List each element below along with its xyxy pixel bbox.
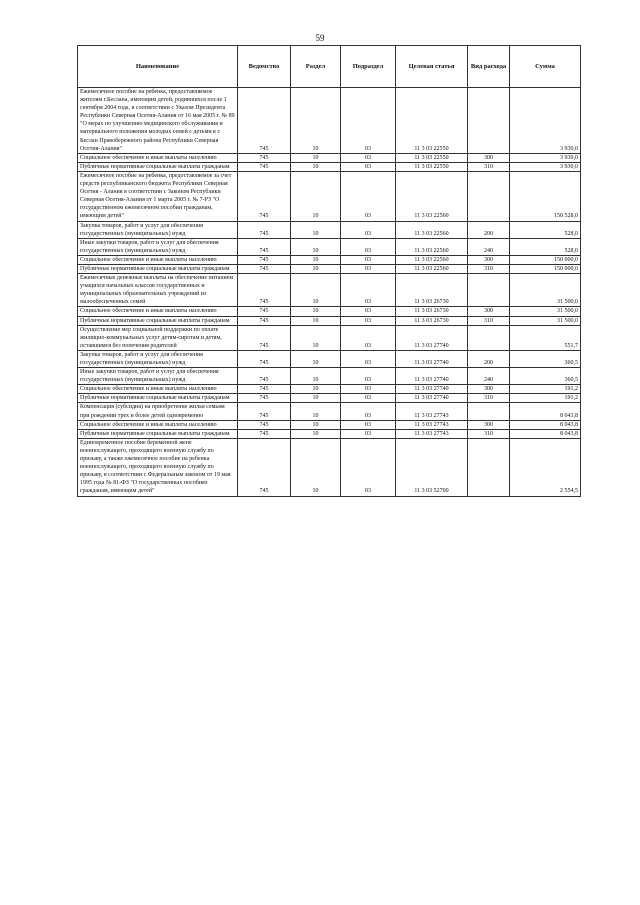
- table-row: [78, 162, 581, 171]
- header-target: Целевая статья: [396, 46, 468, 88]
- header-subsection: Подраздел: [341, 46, 396, 88]
- row-ministry-cell: 745: [238, 255, 291, 264]
- row-target-cell: 11 3 03 22560: [396, 238, 468, 255]
- row-amount-cell: 150 000,0: [510, 264, 581, 273]
- row-expense-type-cell: 200: [468, 221, 510, 238]
- row-ministry-cell: 745: [238, 394, 291, 403]
- row-subsection-cell: 03: [341, 255, 396, 264]
- row-name-cell: Публичные нормативные социальные выплаты гражданам: [78, 162, 238, 171]
- table-body: [78, 88, 581, 497]
- row-expense-type-cell: 310: [468, 162, 510, 171]
- row-amount-cell: 150 528,0: [510, 171, 581, 221]
- table-row: [78, 238, 581, 255]
- row-subsection-cell: 03: [341, 394, 396, 403]
- budget-table: [77, 45, 581, 497]
- row-subsection-cell: 03: [341, 438, 396, 496]
- row-subsection-cell: 03: [341, 385, 396, 394]
- table-row: [78, 171, 581, 221]
- table-row: [78, 368, 581, 385]
- row-target-cell: 11 3 03 27740: [396, 350, 468, 367]
- table-row: [78, 325, 581, 350]
- row-expense-type-cell: 310: [468, 316, 510, 325]
- row-target-cell: 11 3 03 22550: [396, 153, 468, 162]
- row-target-cell: 11 3 03 22560: [396, 264, 468, 273]
- row-subsection-cell: 03: [341, 88, 396, 154]
- row-ministry-cell: 745: [238, 264, 291, 273]
- table-row: [78, 429, 581, 438]
- row-expense-type-cell: [468, 438, 510, 496]
- table-row: [78, 420, 581, 429]
- row-ministry-cell: 745: [238, 438, 291, 496]
- row-ministry-cell: 745: [238, 307, 291, 316]
- row-name-cell: Социальное обеспечение и иные выплаты населению: [78, 307, 238, 316]
- row-section-cell: 10: [291, 394, 341, 403]
- page-number: 59: [315, 33, 325, 43]
- row-section-cell: 10: [291, 429, 341, 438]
- row-section-cell: 10: [291, 385, 341, 394]
- row-name-cell: Социальное обеспечение и иные выплаты населению: [78, 420, 238, 429]
- row-amount-cell: 360,5: [510, 350, 581, 367]
- row-target-cell: 11 3 03 22550: [396, 88, 468, 154]
- row-section-cell: 10: [291, 221, 341, 238]
- row-expense-type-cell: 240: [468, 368, 510, 385]
- row-amount-cell: 150 000,0: [510, 255, 581, 264]
- row-section-cell: 10: [291, 238, 341, 255]
- row-section-cell: 10: [291, 153, 341, 162]
- row-expense-type-cell: 200: [468, 350, 510, 367]
- row-expense-type-cell: [468, 88, 510, 154]
- row-subsection-cell: 03: [341, 420, 396, 429]
- row-section-cell: 10: [291, 368, 341, 385]
- row-expense-type-cell: 310: [468, 429, 510, 438]
- row-ministry-cell: 745: [238, 403, 291, 420]
- row-target-cell: 11 3 03 26730: [396, 307, 468, 316]
- row-section-cell: 10: [291, 438, 341, 496]
- row-ministry-cell: 745: [238, 88, 291, 154]
- row-target-cell: 11 3 03 27740: [396, 385, 468, 394]
- table-row: [78, 307, 581, 316]
- row-name-cell: Ежемесячное пособие на ребенка, предоставляемое за счет средств республиканского бюджета Республики Северная Осетия - Алания в соответствии с Законом Республики Северная Осетия-Алания от 1 марта 2005 г. № 7-РЗ "О государственном ежемесячном пособии гражданам, имеющим детей": [78, 171, 238, 221]
- row-name-cell: Публичные нормативные социальные выплаты гражданам: [78, 316, 238, 325]
- row-amount-cell: 191,2: [510, 385, 581, 394]
- row-name-cell: Иные закупки товаров, работ и услуг для обеспечения государственных (муниципальных) нужд: [78, 368, 238, 385]
- row-amount-cell: 3 930,0: [510, 88, 581, 154]
- row-target-cell: 11 3 03 26730: [396, 316, 468, 325]
- row-section-cell: 10: [291, 350, 341, 367]
- row-amount-cell: 551,7: [510, 325, 581, 350]
- row-ministry-cell: 745: [238, 153, 291, 162]
- row-section-cell: 10: [291, 274, 341, 307]
- row-name-cell: Социальное обеспечение и иные выплаты населению: [78, 153, 238, 162]
- row-subsection-cell: 03: [341, 153, 396, 162]
- row-name-cell: Закупка товаров, работ и услуг для обеспечения государственных (муниципальных) нужд: [78, 350, 238, 367]
- row-ministry-cell: 745: [238, 274, 291, 307]
- row-section-cell: 10: [291, 88, 341, 154]
- row-amount-cell: 3 930,0: [510, 153, 581, 162]
- header-amount: Сумма: [510, 46, 581, 88]
- row-amount-cell: 31 500,0: [510, 274, 581, 307]
- row-name-cell: Социальное обеспечение и иные выплаты населению: [78, 255, 238, 264]
- row-subsection-cell: 03: [341, 238, 396, 255]
- header-section: Раздел: [291, 46, 341, 88]
- row-amount-cell: 528,0: [510, 238, 581, 255]
- row-ministry-cell: 745: [238, 162, 291, 171]
- row-amount-cell: 191,2: [510, 394, 581, 403]
- row-subsection-cell: 03: [341, 316, 396, 325]
- row-subsection-cell: 03: [341, 368, 396, 385]
- table-row: [78, 88, 581, 154]
- row-name-cell: Ежемесячные денежные выплаты на обеспечение питанием учащихся начальных классов государственных и муниципальных образовательных учреждений из малообеспеченных семей: [78, 274, 238, 307]
- row-subsection-cell: 03: [341, 325, 396, 350]
- row-ministry-cell: 745: [238, 368, 291, 385]
- row-target-cell: 11 3 03 27740: [396, 325, 468, 350]
- row-section-cell: 10: [291, 316, 341, 325]
- row-name-cell: Публичные нормативные социальные выплаты гражданам: [78, 429, 238, 438]
- row-ministry-cell: 745: [238, 221, 291, 238]
- row-section-cell: 10: [291, 307, 341, 316]
- row-subsection-cell: 03: [341, 429, 396, 438]
- row-expense-type-cell: 300: [468, 385, 510, 394]
- row-name-cell: Компенсация (субсидия) на приобретение жилья семьям при рождении трех и более детей одновременно: [78, 403, 238, 420]
- table-row: [78, 221, 581, 238]
- row-ministry-cell: 745: [238, 429, 291, 438]
- row-subsection-cell: 03: [341, 221, 396, 238]
- row-ministry-cell: 745: [238, 171, 291, 221]
- header-name: Наименование: [78, 46, 238, 88]
- table-row: [78, 316, 581, 325]
- header-expense-type: Вид расхода: [468, 46, 510, 88]
- row-subsection-cell: 03: [341, 264, 396, 273]
- row-name-cell: Публичные нормативные социальные выплаты гражданам: [78, 264, 238, 273]
- row-target-cell: 11 3 03 22560: [396, 255, 468, 264]
- table-row: [78, 274, 581, 307]
- row-target-cell: 11 3 03 27743: [396, 429, 468, 438]
- row-amount-cell: 31 500,0: [510, 307, 581, 316]
- row-amount-cell: 8 043,8: [510, 403, 581, 420]
- row-target-cell: 11 3 03 52700: [396, 438, 468, 496]
- row-expense-type-cell: 310: [468, 264, 510, 273]
- row-section-cell: 10: [291, 171, 341, 221]
- row-expense-type-cell: 240: [468, 238, 510, 255]
- table-row: [78, 255, 581, 264]
- row-subsection-cell: 03: [341, 162, 396, 171]
- table-row: [78, 350, 581, 367]
- row-section-cell: 10: [291, 403, 341, 420]
- row-ministry-cell: 745: [238, 238, 291, 255]
- row-expense-type-cell: 300: [468, 255, 510, 264]
- table-row: [78, 264, 581, 273]
- row-amount-cell: 8 043,8: [510, 420, 581, 429]
- row-expense-type-cell: [468, 274, 510, 307]
- row-subsection-cell: 03: [341, 307, 396, 316]
- row-name-cell: Осуществление мер социальной поддержки по оплате жилищно-коммунальных услуг детям-сиротам и детям, оставшимся без попечения родителей: [78, 325, 238, 350]
- table-row: [78, 153, 581, 162]
- row-amount-cell: 3 930,0: [510, 162, 581, 171]
- row-target-cell: 11 3 03 26730: [396, 274, 468, 307]
- row-target-cell: 11 3 03 27740: [396, 368, 468, 385]
- table-row: [78, 403, 581, 420]
- row-amount-cell: 8 043,8: [510, 429, 581, 438]
- row-ministry-cell: 745: [238, 385, 291, 394]
- row-section-cell: 10: [291, 162, 341, 171]
- row-expense-type-cell: [468, 403, 510, 420]
- row-subsection-cell: 03: [341, 403, 396, 420]
- row-expense-type-cell: [468, 325, 510, 350]
- row-ministry-cell: 745: [238, 325, 291, 350]
- header-ministry: Ведомство: [238, 46, 291, 88]
- row-amount-cell: 528,0: [510, 221, 581, 238]
- row-amount-cell: 31 500,0: [510, 316, 581, 325]
- row-expense-type-cell: 310: [468, 394, 510, 403]
- row-target-cell: 11 3 03 22550: [396, 162, 468, 171]
- table-row: [78, 385, 581, 394]
- row-section-cell: 10: [291, 264, 341, 273]
- row-name-cell: Закупка товаров, работ и услуг для обеспечения государственных (муниципальных) нужд: [78, 221, 238, 238]
- row-subsection-cell: 03: [341, 171, 396, 221]
- row-name-cell: Единовременное пособие беременной жене военнослужащего, проходящего военную службу по призыву, а также ежемесячное пособие на ребенка военнослужащего, проходящего военную службу по призыву, в соответствии с Федеральным законом от 19 мая 1995 года № 81-ФЗ "О государственных пособиях гражданам, имеющим детей": [78, 438, 238, 496]
- row-target-cell: 11 3 03 22560: [396, 221, 468, 238]
- row-name-cell: Иные закупки товаров, работ и услуг для обеспечения государственных (муниципальных) нужд: [78, 238, 238, 255]
- row-section-cell: 10: [291, 325, 341, 350]
- row-target-cell: 11 3 03 27740: [396, 394, 468, 403]
- row-section-cell: 10: [291, 420, 341, 429]
- row-amount-cell: 360,5: [510, 368, 581, 385]
- table-row: [78, 394, 581, 403]
- row-section-cell: 10: [291, 255, 341, 264]
- row-subsection-cell: 03: [341, 350, 396, 367]
- table-row: [78, 438, 581, 496]
- table-header: [78, 46, 581, 88]
- row-expense-type-cell: [468, 171, 510, 221]
- row-expense-type-cell: 300: [468, 307, 510, 316]
- row-subsection-cell: 03: [341, 274, 396, 307]
- row-name-cell: Ежемесячное пособие на ребенка, предоставляемое жителям г.Беслана, имеющим детей, родившихся после 1 сентября 2004 года, в соответствии с Указом Президента Республики Северная Осетия-Алания от 16 мая 2005 г. № 89 "О мерах по улучшению медицинского обслуживания и материального положения молодых семей с детьми в г. Беслан Правобережного района Республики Северная Осетия-Алания": [78, 88, 238, 154]
- row-amount-cell: 2 554,5: [510, 438, 581, 496]
- row-target-cell: 11 3 03 27743: [396, 403, 468, 420]
- row-target-cell: 11 3 03 27743: [396, 420, 468, 429]
- row-ministry-cell: 745: [238, 350, 291, 367]
- row-name-cell: Социальное обеспечение и иные выплаты населению: [78, 385, 238, 394]
- row-target-cell: 11 3 03 22560: [396, 171, 468, 221]
- row-ministry-cell: 745: [238, 316, 291, 325]
- row-expense-type-cell: 300: [468, 153, 510, 162]
- row-ministry-cell: 745: [238, 420, 291, 429]
- row-expense-type-cell: 300: [468, 420, 510, 429]
- row-name-cell: Публичные нормативные социальные выплаты гражданам: [78, 394, 238, 403]
